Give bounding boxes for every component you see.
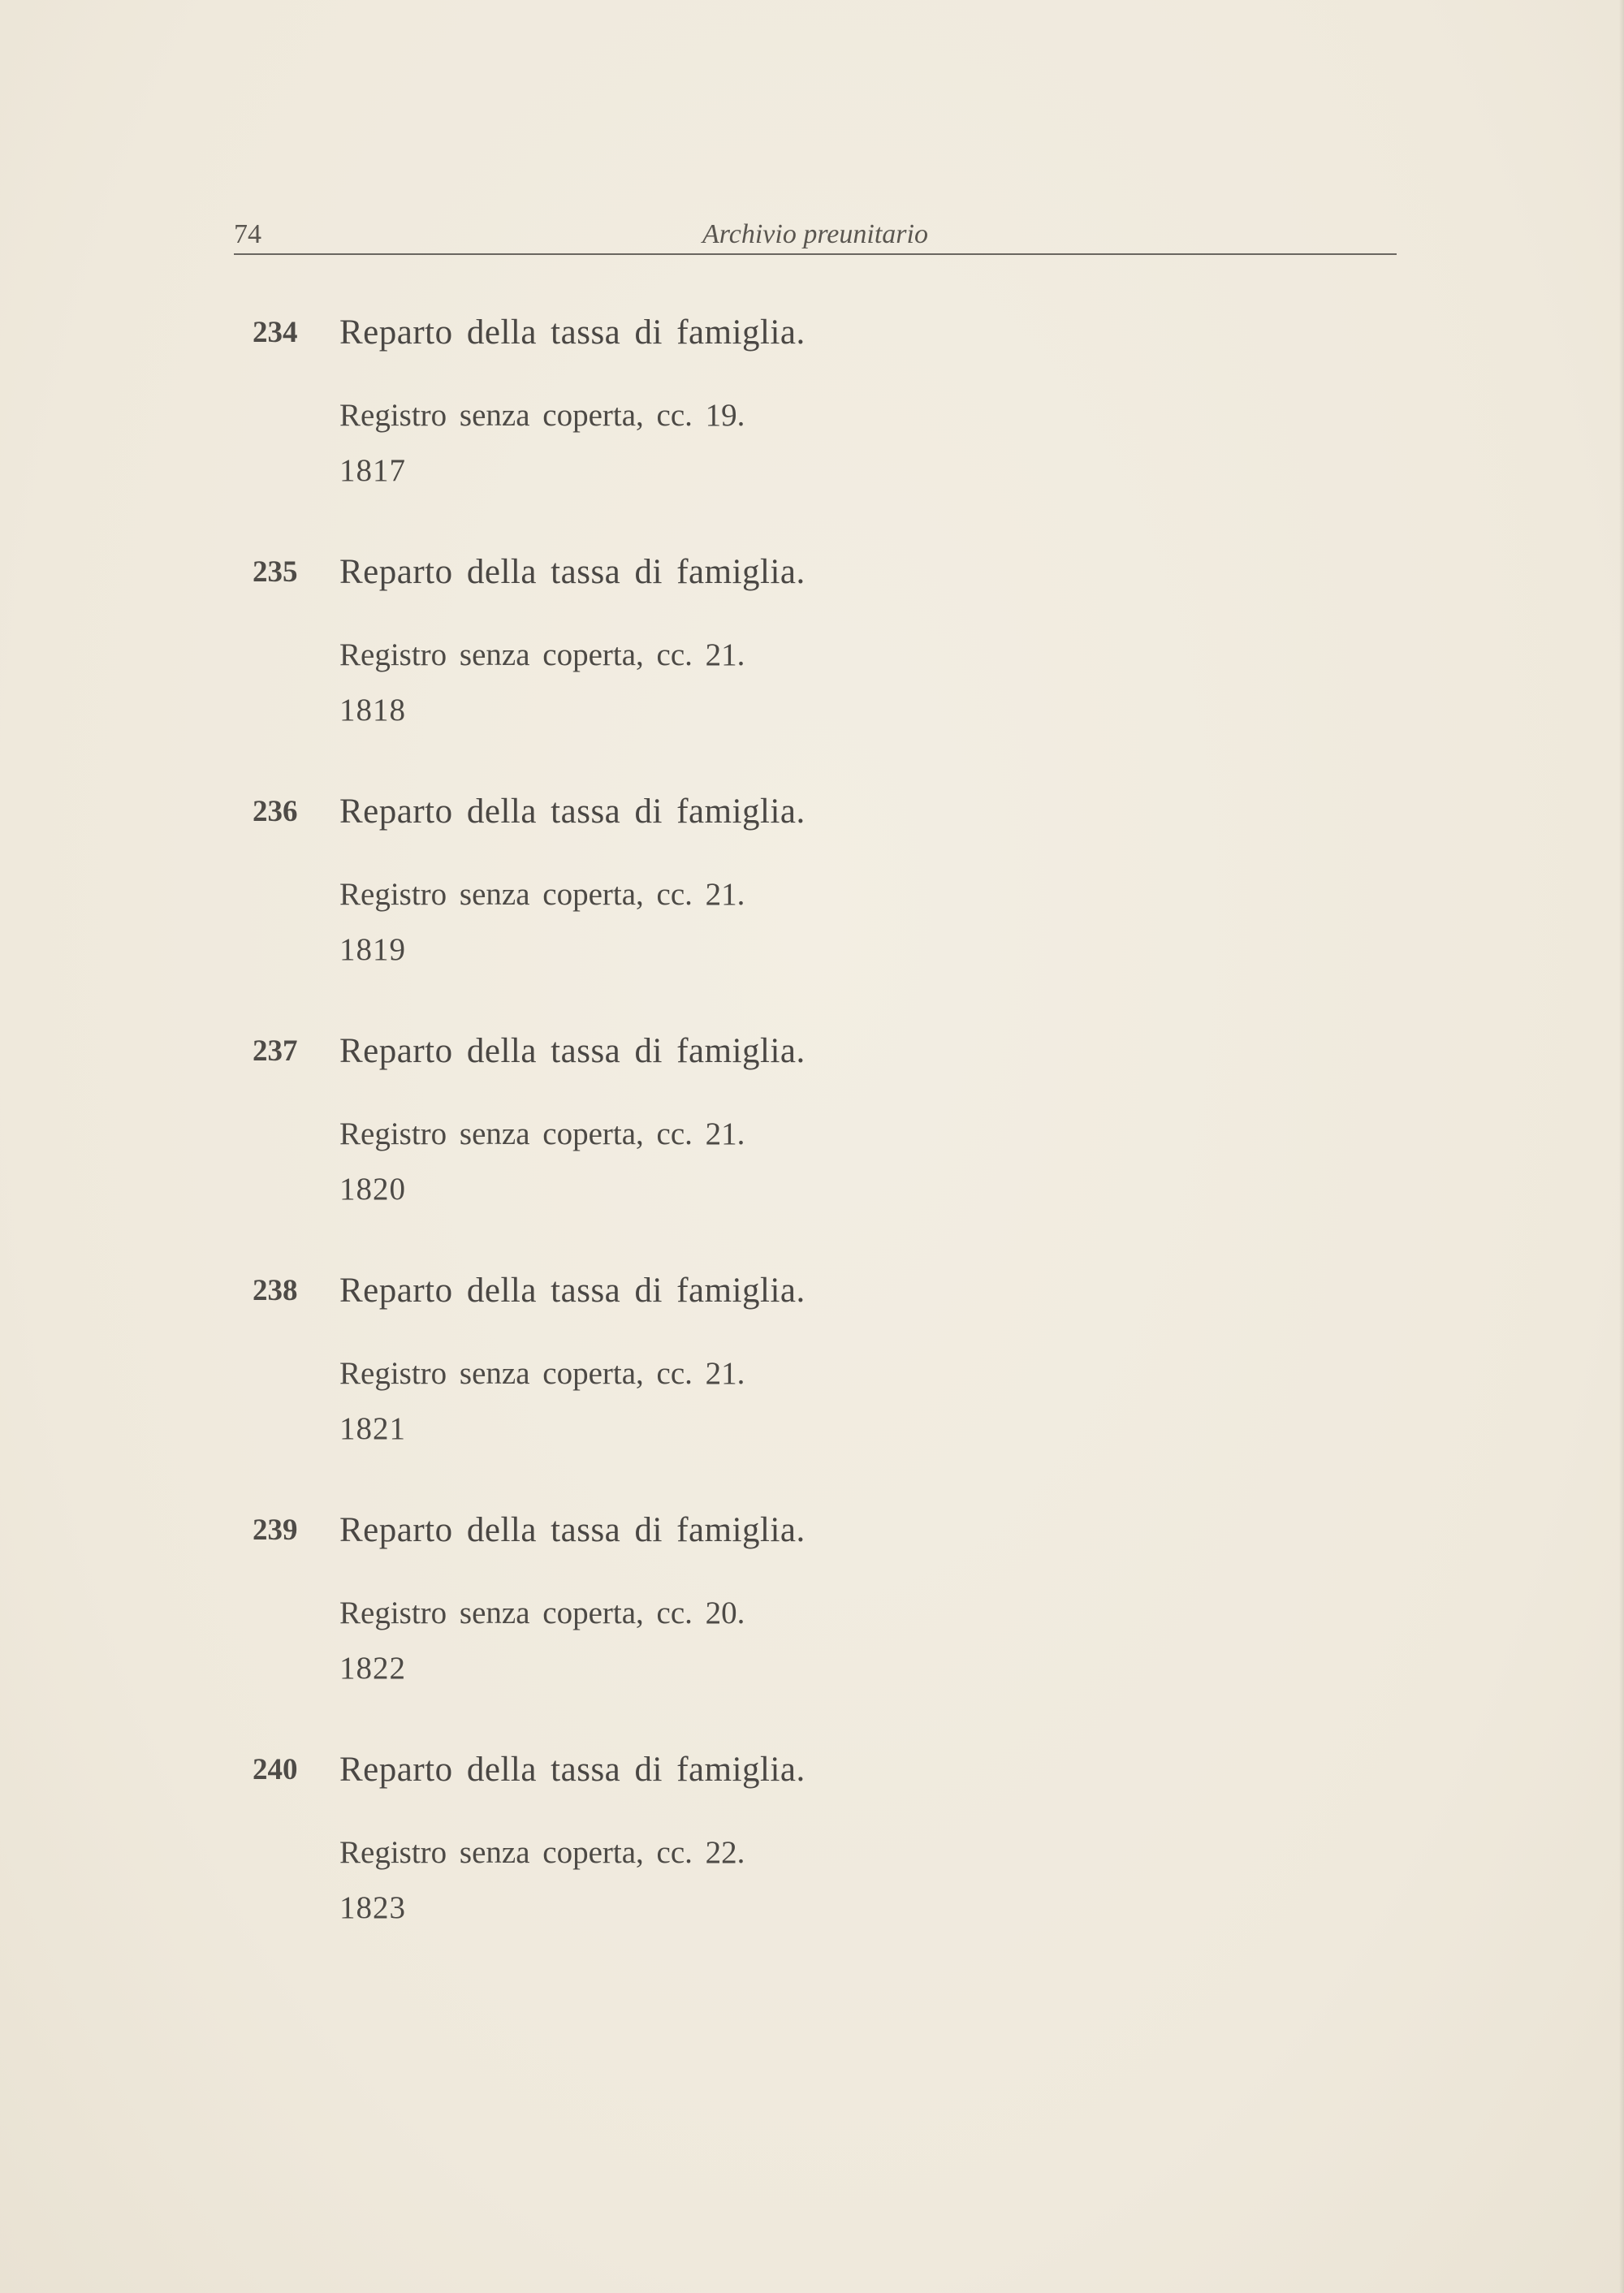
entry-description: Registro senza coperta, cc. 21. [339, 877, 745, 912]
entry-number: 234 [253, 316, 298, 349]
page-number: 74 [234, 219, 261, 249]
entry-date: 1822 [339, 1651, 406, 1686]
entry [0, 548, 1624, 788]
entry-date: 1823 [339, 1890, 406, 1925]
entry-description: Registro senza coperta, cc. 21. [339, 1356, 745, 1391]
entry [0, 309, 1624, 548]
entry-description: Registro senza coperta, cc. 21. [339, 637, 745, 672]
running-title: Archivio preunitario [702, 219, 928, 249]
entry-date: 1819 [339, 932, 406, 967]
entry-number: 235 [253, 555, 298, 589]
entry-title: Reparto della tassa di famiglia. [339, 1272, 806, 1310]
entry-description: Registro senza coperta, cc. 20. [339, 1596, 745, 1630]
entry-date: 1821 [339, 1411, 406, 1446]
entry-title: Reparto della tassa di famiglia. [339, 1032, 806, 1070]
entry [0, 1506, 1624, 1746]
entry-number: 237 [253, 1034, 298, 1068]
entry-title: Reparto della tassa di famiglia. [339, 1511, 806, 1549]
entry-title: Reparto della tassa di famiglia. [339, 313, 806, 352]
entry [0, 1267, 1624, 1506]
entry [0, 1027, 1624, 1267]
entry-title: Reparto della tassa di famiglia. [339, 1751, 806, 1789]
entry-date: 1817 [339, 453, 406, 488]
entry-number: 236 [253, 795, 298, 828]
entry-title: Reparto della tassa di famiglia. [339, 553, 806, 591]
entry-date: 1818 [339, 693, 406, 728]
entry-title: Reparto della tassa di famiglia. [339, 792, 806, 831]
entry-description: Registro senza coperta, cc. 21. [339, 1116, 745, 1151]
entry-description: Registro senza coperta, cc. 19. [339, 398, 745, 433]
running-head [234, 216, 1397, 255]
entry [0, 1746, 1624, 1985]
entry-number: 240 [253, 1753, 298, 1786]
entry-description: Registro senza coperta, cc. 22. [339, 1835, 745, 1870]
entry-date: 1820 [339, 1172, 406, 1207]
entry-number: 238 [253, 1274, 298, 1307]
entry [0, 788, 1624, 1027]
entry-number: 239 [253, 1514, 298, 1547]
entry-list [0, 309, 1624, 1985]
